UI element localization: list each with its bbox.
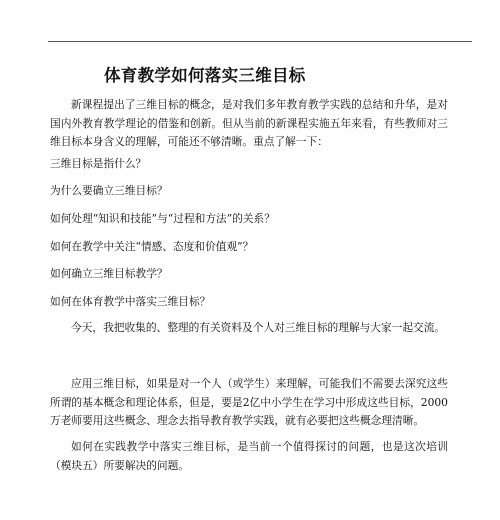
question-item: 三维目标是指什么？ <box>50 157 147 170</box>
document-title: 体育教学如何落实三维目标 <box>104 66 306 85</box>
intro-paragraph: 新课程提出了三维目标的概念，是对我们多年教育教学实践的总结和升华，是对国内外教育教学理论的借鉴和创新。但从当前的新课程实施五年来看，有些教师对三维目标本身含义的理解，可能还不够清晰。重点了解一下： <box>50 98 448 148</box>
question-item: 如何确立三维目标教学？ <box>50 267 168 280</box>
question-item: 为什么要确立三维目标？ <box>50 184 168 197</box>
body-paragraph: 应用三维目标，如果是对一个人（或学生）来理解，可能我们不需要去深究这些所谓的基本概念和理论体系，但是，要是2亿中小学生在学习中形成这些目标，2000万老师要用这些概念、理念去指导教育教学实践，就有必要把这些概念理清晰。 <box>50 377 448 427</box>
question-item: 如何在体育教学中落实三维目标？ <box>50 295 211 308</box>
question-item: 如何在教学中关注“情感、态度和价值观”？ <box>50 240 254 253</box>
body-paragraph: 今天，我把收集的、整理的有关资料及个人对三维目标的理解与大家一起交流。 <box>71 321 446 334</box>
question-item: 如何处理“知识和技能”与“过程和方法”的关系？ <box>50 212 275 225</box>
header-rule <box>48 41 472 42</box>
body-paragraph: 如何在实践教学中落实三维目标，是当前一个值得探讨的问题，也是这次培训（模块五）所要解决的问题。 <box>50 440 448 472</box>
